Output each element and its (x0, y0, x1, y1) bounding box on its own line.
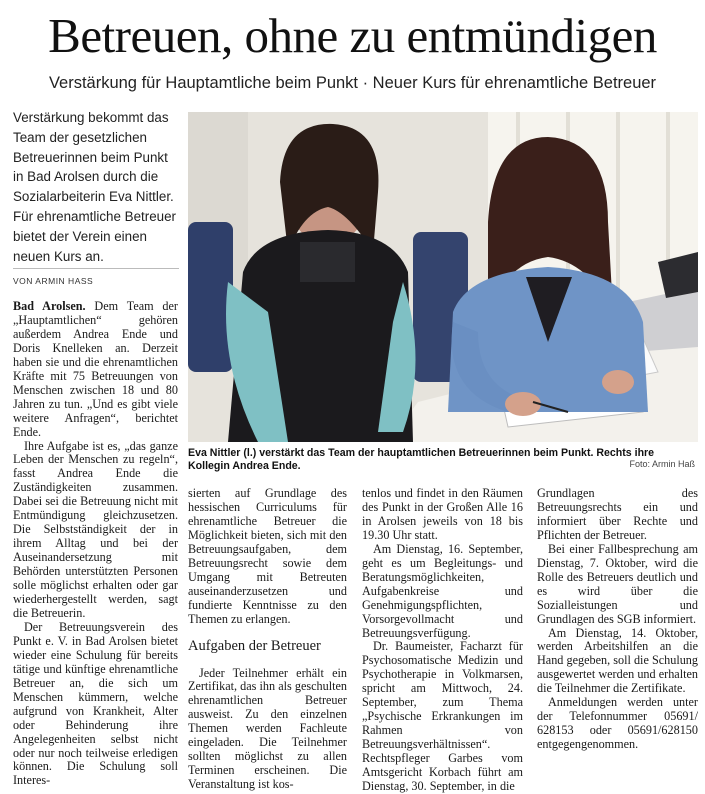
paragraph: tenlos und findet in den Räumen des Punkt in der Großen Alle 16 in Arolsen jeweils von 18 bis 19.30 Uhr statt. (362, 486, 523, 542)
section-heading: Aufgaben der Betreuer (188, 637, 321, 654)
paragraph: Am Dienstag, 14. Oktober, werden Arbeitshilfen an die Hand gegeben, soll die Schulung ausgewertet werden und erhalten die Teilnehmer die Zertifikate. (537, 625, 698, 696)
dateline: Bad Arolsen. (13, 299, 86, 313)
paragraph: Bei einer Fallbesprechung am Dienstag, 7. Oktober, wird die Rolle des Betreuers deutlich und es wird über die Sozialleistungen und Grundlagen des SGB informiert. (537, 541, 698, 626)
article-photo (188, 112, 698, 442)
paragraph: Am Dienstag, 16. September, geht es um Begleitungs- und Beratungsmöglichkeiten, Aufgabenkreise und Genehmigungspflichten, Vorsorgevollmacht und Betreuungsverfügung. (362, 541, 523, 640)
paragraph: Jeder Teilnehmer erhält ein Zertifikat, das ihn als geschulten ehrenamtlichen Betreuer ausweist. Zu den einzelnen Themen werden Fachleute eingeladen. Die Teilnehmer sollten möglichst zu allen Terminen erscheinen. Die Veranstaltung ist kos- (188, 665, 347, 792)
byline-divider (13, 268, 179, 269)
photo-illustration (188, 112, 698, 442)
paragraph: Dr. Baumeister, Facharzt für Psychosomatische Medizin und Psychotherapie in Volkmarsen, spricht am Mittwoch, 24. September, zum Thema „Psychische Erkrankungen im Rahmen von Betreuungsverhältnissen“. Rechtspfleger Garbes vom Amtsgericht Korbach führt am Dienstag, 30. September, in die (362, 639, 523, 794)
paragraph: Ihre Aufgabe ist es, „das ganze Leben der Menschen zu regeln“, fasst Andrea Ende die Zuständigkeiten zusammen. Dabei sei die Betreuung nicht mit Entmündigung gleichzusetzen. Die Selbstständigkeit der in ihrem Alltag und bei der Auseinandersetzung mit Behörden unterstützten Personen solle möglichst erhalten oder gar wiederhergestellt werden, sagt die Betreuerin. (13, 438, 178, 620)
paragraph: Anmeldungen werden unter der Telefonnummer 05691/ 628153 oder 05691/628150 entgegengenommen. (537, 695, 698, 752)
byline: VON ARMIN HASS (13, 276, 94, 286)
column-4 (537, 487, 698, 752)
photo-credit: Foto: Armin Haß (629, 459, 695, 469)
paragraph-text: Dem Team der „Hauptamtlichen“ gehören außerdem Andrea Ende und Doris Knelleken an. Derzeit haben sie und die ehrenamtlichen Kräfte mit 75 Betreuungen von Menschen zwischen 18 und 80 Jahren zu tun. „Und es gibt viele weitere Anfragen“, berichtet Ende. (13, 299, 178, 439)
headline: Betreuen, ohne zu entmündigen (48, 8, 657, 63)
column-3 (362, 487, 523, 794)
column-2 (188, 487, 347, 792)
paragraph: Der Betreuungsverein des Punkt e. V. in Bad Arolsen bietet wieder eine Schulung für bereits tätige und künftige ehrenamtliche Betreuer an, die sich um Menschen kümmern, welche aufgrund von Krankheit, Alter oder Behinderung ihre Angelegenheiten selbst nicht oder nur noch teilweise erledigen können. Die Schulung soll Interes- (13, 619, 178, 788)
photo-caption: Eva Nittler (l.) verstärkt das Team der hauptamtlichen Betreuerinnen beim Punkt. Rechts ihre Kollegin Andrea Ende. (188, 447, 655, 472)
paragraph (13, 300, 178, 440)
intro-text: Verstärkung bekommt das Team der gesetzlichen Betreuerinnen beim Punkt in Bad Arolsen durch die Sozialarbeiterin Eva Nittler. Für ehrenamtliche Betreuer bietet der Verein einen neuen Kurs an. (13, 110, 176, 264)
subheadline: Verstärkung für Hauptamtliche beim Punkt · Neuer Kurs für ehrenamtliche Betreuer (48, 74, 657, 92)
column-1 (13, 300, 178, 788)
paragraph: Grundlagen des Betreuungsrechts ein und informiert über Rechte und Pflichten der Betreuer. (537, 486, 698, 542)
paragraph: sierten auf Grundlage des hessischen Curriculums für ehrenamtliche Betreuer die Möglichkeit bieten, sich mit den Betreuungsaufgaben, dem Betreuungsrecht sowie dem Umgang mit Betreuten auseinanderzusetzen und fundierte Kenntnisse zu den Themen zu erlangen. (188, 486, 347, 626)
